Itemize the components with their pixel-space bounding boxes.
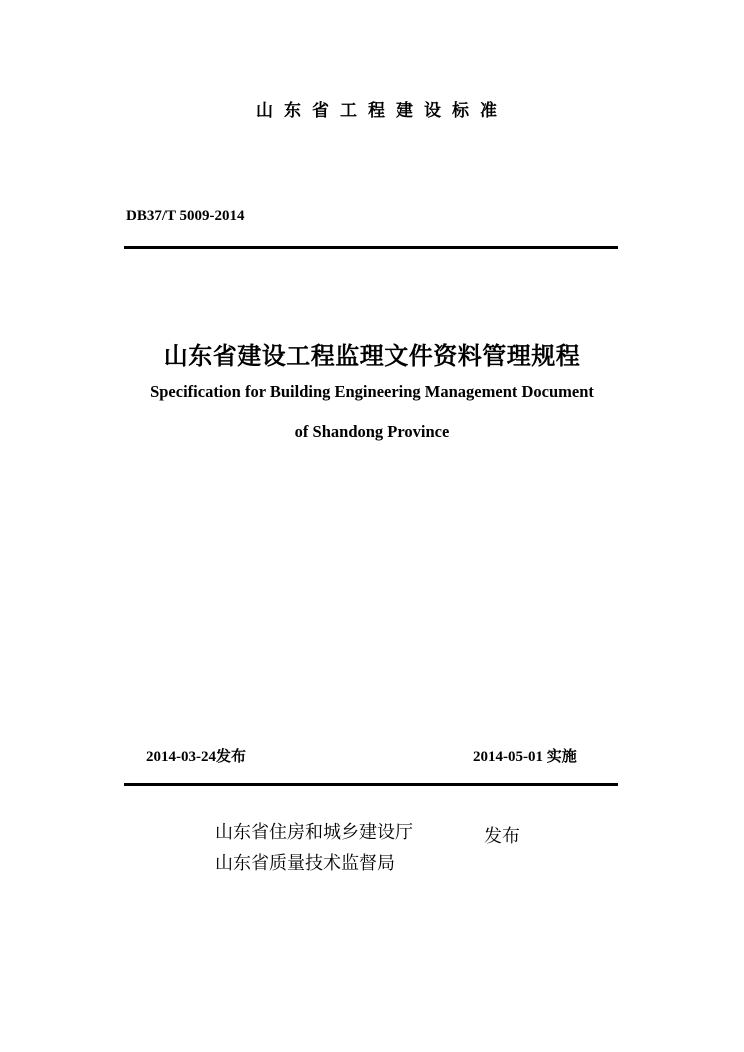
effective-label: 实施: [546, 747, 577, 765]
standard-series-title: 山东省工程建设标准: [256, 101, 508, 121]
issuing-authority-housing: 山东省住房和城乡建设厅: [215, 822, 413, 843]
issue-date: 2014-03-24: [146, 749, 216, 765]
standard-number: DB37/T 5009-2014: [126, 208, 245, 224]
issuing-authority-quality: 山东省质量技术监督局: [215, 853, 395, 874]
document-title-chinese: 山东省建设工程监理文件资料管理规程: [163, 342, 581, 370]
document-title-english-line1: Specification for Building Engineering Management Document: [150, 382, 594, 401]
top-divider: [124, 246, 618, 249]
document-title-english-line2: of Shandong Province: [294, 422, 450, 441]
issue-label: 发布: [216, 747, 247, 765]
issue-date-block: [146, 745, 246, 766]
publish-label: 发布: [484, 826, 520, 847]
bottom-divider: [124, 783, 618, 786]
effective-date: 2014-05-01: [473, 749, 543, 765]
effective-date-block: [473, 745, 577, 766]
